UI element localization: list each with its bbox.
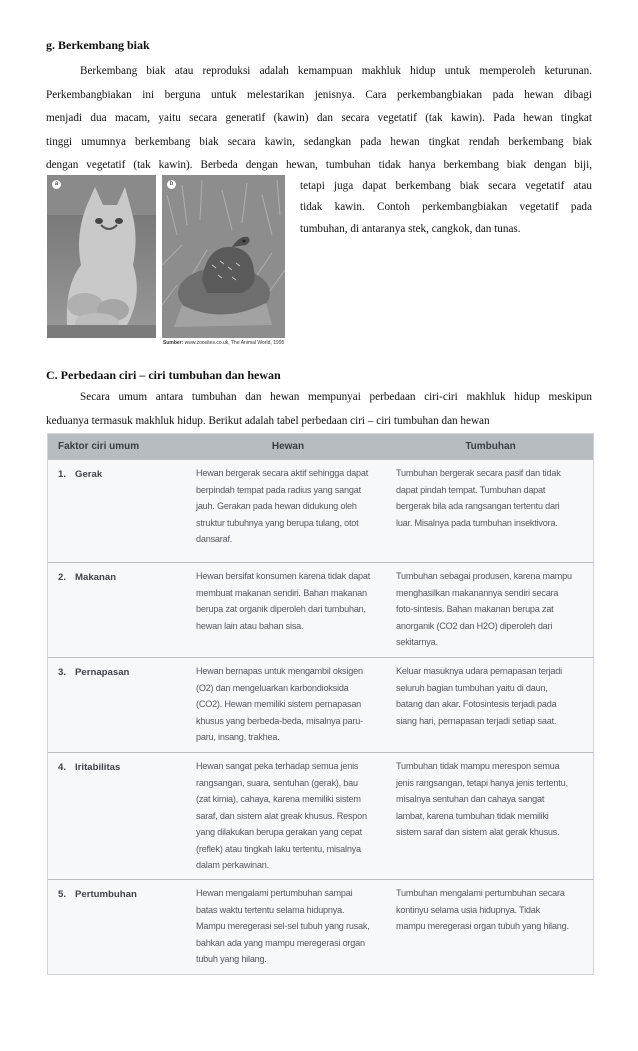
cell-line: (reflek) atau tingkah laku tertentu, misalnya <box>196 843 361 854</box>
cell-line: (O2) dan mengeluarkan karbondioksida <box>196 682 349 693</box>
cell-line: Tumbuhan bergerak secara pasif dan tidak <box>396 468 561 478</box>
factor-cell <box>48 563 188 657</box>
table-row <box>48 657 593 752</box>
header-hewan: Hewan <box>271 441 305 452</box>
cell-line: foto-sintesis. Bahan makanan berupa zat <box>396 604 554 614</box>
factor-cell <box>48 880 188 974</box>
cell-line: saraf, dan sistem alat greak khusus. Respon <box>196 810 367 821</box>
side-line: tidak kawin. Contoh perkembangbiakan vegetatif pada <box>300 201 592 214</box>
cell-line: siang hari, pernapasan terjadi setiap saat. <box>396 715 557 726</box>
section-g-side-text <box>300 176 592 240</box>
cell-line: yang dilakukan berupa gerakan yang cepat <box>196 827 362 837</box>
paragraph-line: Perkembangbiakan ini berguna untuk melestarikan jenisnya. Cara perkembangbiakan pada hewan dibagi <box>46 88 592 101</box>
cell-line: Hewan sangat peka terhadap semua jenis <box>196 761 359 771</box>
comparison-table <box>47 433 594 975</box>
paragraph-line: menjadi dua macam, yaitu secara generatif (kawin) dan secara vegetatif (tak kawin). Pada hewan tingkat <box>46 112 592 125</box>
figure-source <box>163 340 284 346</box>
table-row <box>48 562 593 657</box>
tumbuhan-cell <box>388 658 593 752</box>
paragraph-line: Secara umum antara tumbuhan dan hewan mempunyai perbedaan ciri-ciri makhluk hidup meskipun <box>80 391 592 403</box>
cell-line: tubuh yang hilang. <box>196 954 267 964</box>
paragraph-line: keduanya termasuk makhluk hidup. Berikut adalah tabel perbedaan ciri – ciri tumbuhan dan hewan <box>46 414 490 427</box>
cell-line: Tumbuhan mengalami pertumbuhan secara <box>396 888 565 898</box>
paragraph-line: tinggi umumnya berkembang biak secara kawin, sedangkan pada hewan tingkat rendah berkembang biak <box>46 135 592 148</box>
row-number: 4. <box>58 762 67 773</box>
factor-cell <box>48 658 188 752</box>
hewan-cell <box>188 658 388 752</box>
animal-reproduction-figure <box>47 173 285 348</box>
cell-line: hewan lain atau bahan sisa. <box>196 620 304 631</box>
source-text: www.zoosites.co.uk, The Animal World, 1995 <box>184 340 285 346</box>
cell-line: menghasilkan makanannya sendiri secara <box>396 587 559 598</box>
factor-label: Iritabilitas <box>75 762 121 773</box>
cell-line: dalam perkawinan. <box>196 860 269 870</box>
cell-line: lambat, karena tumbuhan tidak memiliki <box>396 810 549 821</box>
row-number: 3. <box>58 667 67 678</box>
cell-line: Keluar masuknya udara pernapasan terjadi <box>396 666 562 676</box>
factor-label: Makanan <box>75 572 117 583</box>
bird-on-nest-photo <box>162 175 285 338</box>
cell-line: Hewan bersifat konsumen karena tidak dapat <box>196 571 371 581</box>
table-row <box>48 752 593 879</box>
tumbuhan-cell <box>388 880 593 974</box>
cell-line: mampu meregerasi organ tubuh yang hilang. <box>396 921 569 931</box>
section-c-heading: C. Perbedaan ciri – ciri tumbuhan dan hewan <box>46 368 281 382</box>
factor-label: Gerak <box>75 469 103 480</box>
cell-line: bergerak bila ada rangsangan tertentu dari <box>396 501 560 511</box>
hewan-cell <box>188 460 388 562</box>
cell-line: membuat makanan sendiri. Bahan makanan <box>196 587 367 598</box>
cell-line: batang dan akar. Fotosintesis terjadi pada <box>396 699 557 709</box>
side-line: tumbuhan, di antaranya stek, cangkok, dan tunas. <box>300 222 521 235</box>
cell-line: kontinyu selama usia hidupnya. Tidak <box>396 904 540 915</box>
section-c-paragraph <box>46 386 592 433</box>
photo-label-a: a <box>52 180 61 189</box>
hewan-cell <box>188 880 388 974</box>
cell-line: struktur tubuhnya yang berupa tulang, otot <box>196 517 359 528</box>
cell-line: berpindah tempat pada radius yang sangat <box>196 484 361 495</box>
factor-cell <box>48 753 188 879</box>
header-factor: Faktor ciri umum <box>58 441 140 452</box>
table-header <box>48 434 593 459</box>
cell-line: seluruh bagian tumbuhan yaitu di daun, <box>396 682 548 693</box>
cell-line: anorganik (CO2 dan H2O) diperoleh dari <box>396 620 553 631</box>
side-line: tetapi juga dapat berkembang biak secara vegetatif atau <box>300 180 592 192</box>
cell-line: Mampu meregerasi sel-sel tubuh yang rusak, <box>196 921 370 931</box>
paragraph-line: Berkembang biak atau reproduksi adalah kemampuan makhluk hidup untuk memperoleh keturunan. <box>80 65 592 77</box>
row-number: 5. <box>58 889 67 900</box>
cell-line: jenis rangsangan, tetapi hanya jenis tertentu, <box>396 777 568 788</box>
row-number: 1. <box>58 469 67 480</box>
source-label: Sumber: <box>163 340 184 346</box>
tumbuhan-cell <box>388 460 593 562</box>
factor-label: Pernapasan <box>75 667 130 678</box>
table-row <box>48 459 593 562</box>
cell-line: berupa zat organik diperoleh dari tumbuhan, <box>196 604 366 614</box>
paragraph-line: dengan vegetatif (tak kawin). Berbeda dengan hewan, tumbuhan tidak hanya berkembang biak dengan biji, <box>46 159 592 172</box>
row-number: 2. <box>58 572 67 583</box>
tumbuhan-cell <box>388 753 593 879</box>
cell-line: Hewan mengalami pertumbuhan sampai <box>196 888 353 898</box>
cell-line: jauh. Gerakan pada hewan didukung oleh <box>196 501 357 511</box>
hewan-cell <box>188 563 388 657</box>
cell-line: batas waktu tertentu selama hidupnya. <box>196 904 345 915</box>
cell-line: misalnya sentuhan dan cahaya sangat <box>396 794 545 804</box>
hewan-cell <box>188 753 388 879</box>
cell-line: sekitarnya. <box>396 637 438 647</box>
cell-line: Tumbuhan tidak mampu merespon semua <box>396 761 560 771</box>
section-g-paragraph <box>46 60 592 178</box>
section-g-heading: g. Berkembang biak <box>46 38 150 52</box>
factor-label: Pertumbuhan <box>75 889 137 900</box>
cell-line: khusus yang berbeda-beda, misalnya paru- <box>196 715 363 726</box>
cell-line: bahkan ada yang mampu meregerasi organ <box>196 937 365 948</box>
photo-label-b: b <box>167 180 176 189</box>
cell-line: dansaraf. <box>196 534 233 544</box>
cell-line: Hewan bernapas untuk mengambil oksigen <box>196 666 363 676</box>
cell-line: Hewan bergerak secara aktif sehingga dapat <box>196 468 369 478</box>
cell-line: luar. Misalnya pada tumbuhan insektivora. <box>396 517 558 528</box>
cell-line: rangsangan, suara, sentuhan (gerak), bau <box>196 777 358 788</box>
cell-line: paru, insang, trakhea. <box>196 732 280 742</box>
cell-line: Tumbuhan sebagai produsen, karena mampu <box>396 571 572 581</box>
cell-line: sistem saraf dan sistem alat gerak khusus. <box>396 827 560 837</box>
cell-line: (CO2). Hewan memiliki sistem pernapasan <box>196 699 362 709</box>
tumbuhan-cell <box>388 563 593 657</box>
table-row <box>48 879 593 974</box>
cell-line: (zat kimia), cahaya, karena memiliki sistem <box>196 794 361 804</box>
cell-line: dapat pindah tempat. Tumbuhan dapat <box>396 484 546 495</box>
header-tumbuhan: Tumbuhan <box>465 441 516 452</box>
cat-with-kittens-photo <box>47 175 156 338</box>
factor-cell <box>48 460 188 562</box>
